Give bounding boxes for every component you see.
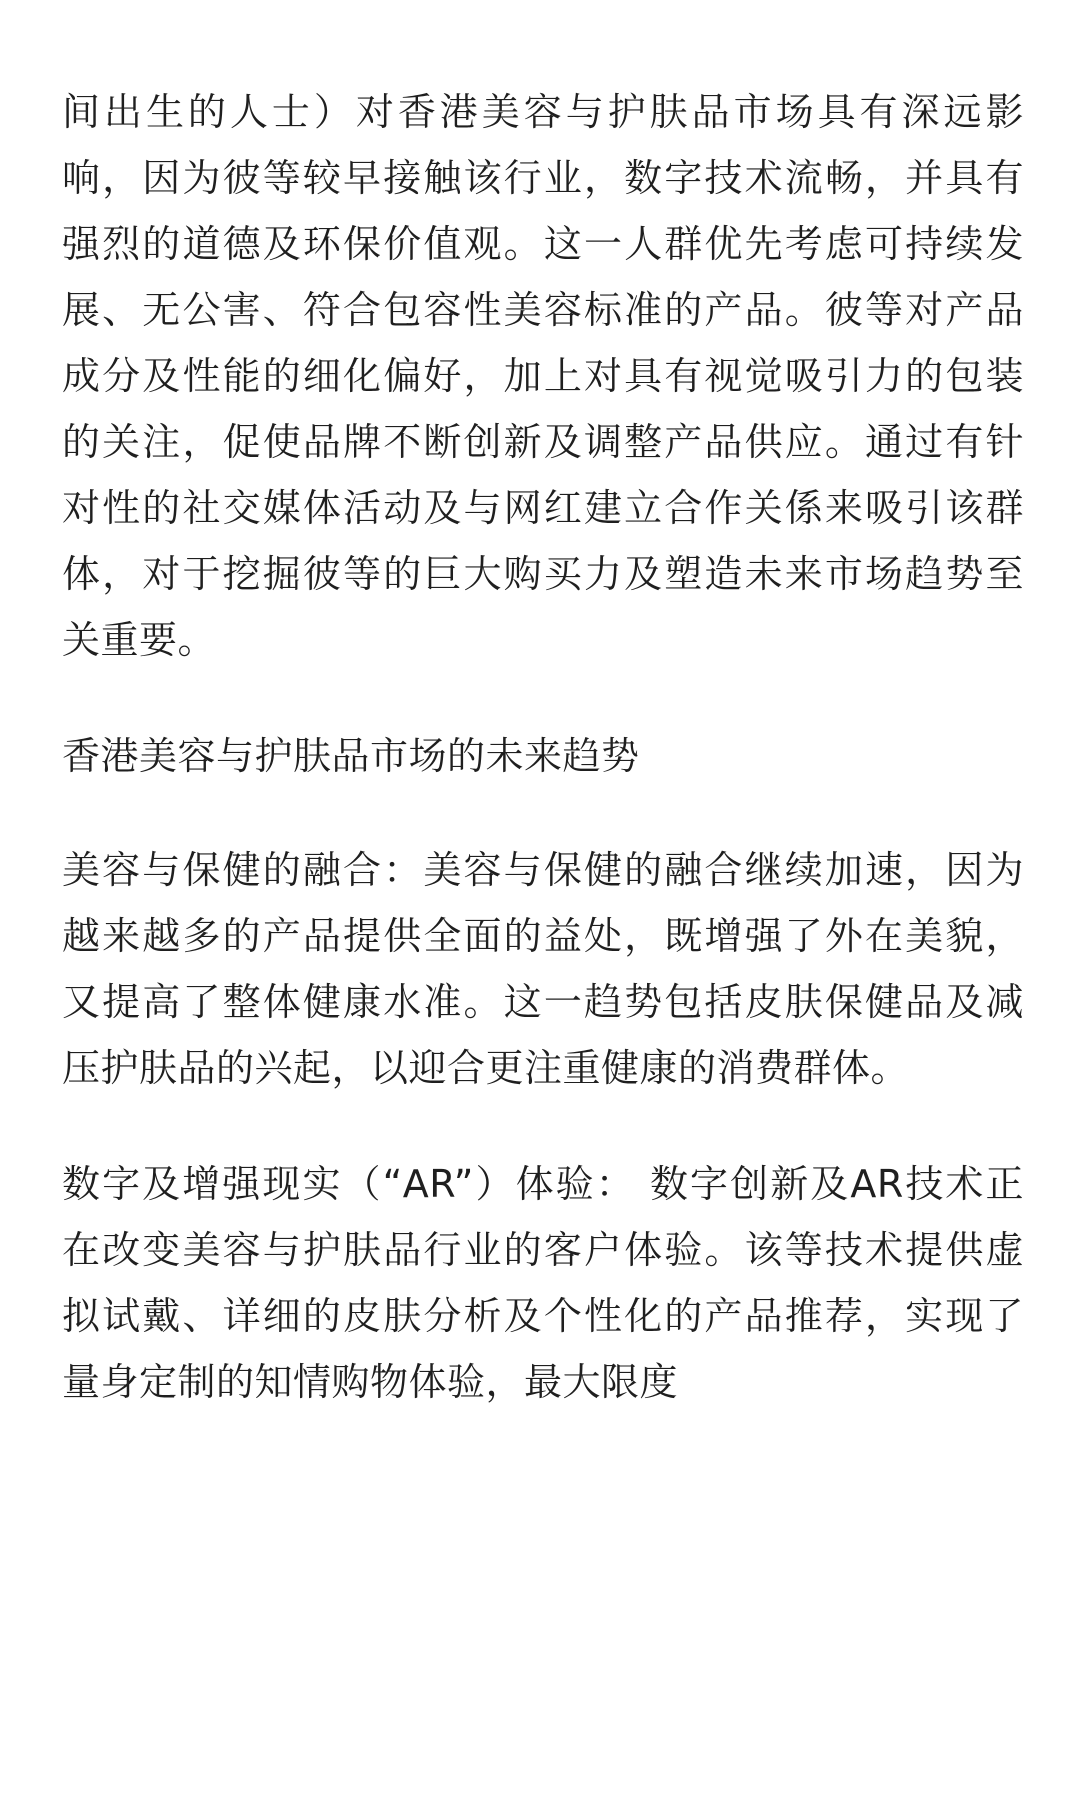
- section-heading-future-trends: 香港美容与护肤品市场的未来趋势: [62, 734, 640, 778]
- paragraph-gen-z-influence: 间出生的人士）对香港美容与护肤品市场具有深远影响，因为彼等较早接触该行业，数字技术流畅，并具有强烈的道德及环保价值观。这一人群优先考虑可持续发展、无公害、符合包容性美容标准的产品。彼等对产品成分及性能的细化偏好，加上对具有视觉吸引力的包装的关注，促使品牌不断创新及调整产品供应。通过有针对性的社交媒体活动及与网红建立合作关係来吸引该群体，对于挖掘彼等的巨大购买力及塑造未来市场趋势至关重要。: [62, 90, 1024, 662]
- paragraph-digital-ar: 数字及增强现实（“AR”）体验： 数字创新及AR技术正在改变美容与护肤品行业的客户体验。该等技术提供虚拟试戴、详细的皮肤分析及个性化的产品推荐，实现了量身定制的知情购物体验，最大限度: [62, 1162, 1024, 1404]
- paragraph-beauty-wellness: 美容与保健的融合：美容与保健的融合继续加速，因为越来越多的产品提供全面的益处，既增强了外在美貌，又提高了整体健康水准。这一趋势包括皮肤保健品及减压护肤品的兴起，以迎合更注重健康的消费群体。: [62, 848, 1024, 1090]
- article-body: [62, 79, 1024, 1465]
